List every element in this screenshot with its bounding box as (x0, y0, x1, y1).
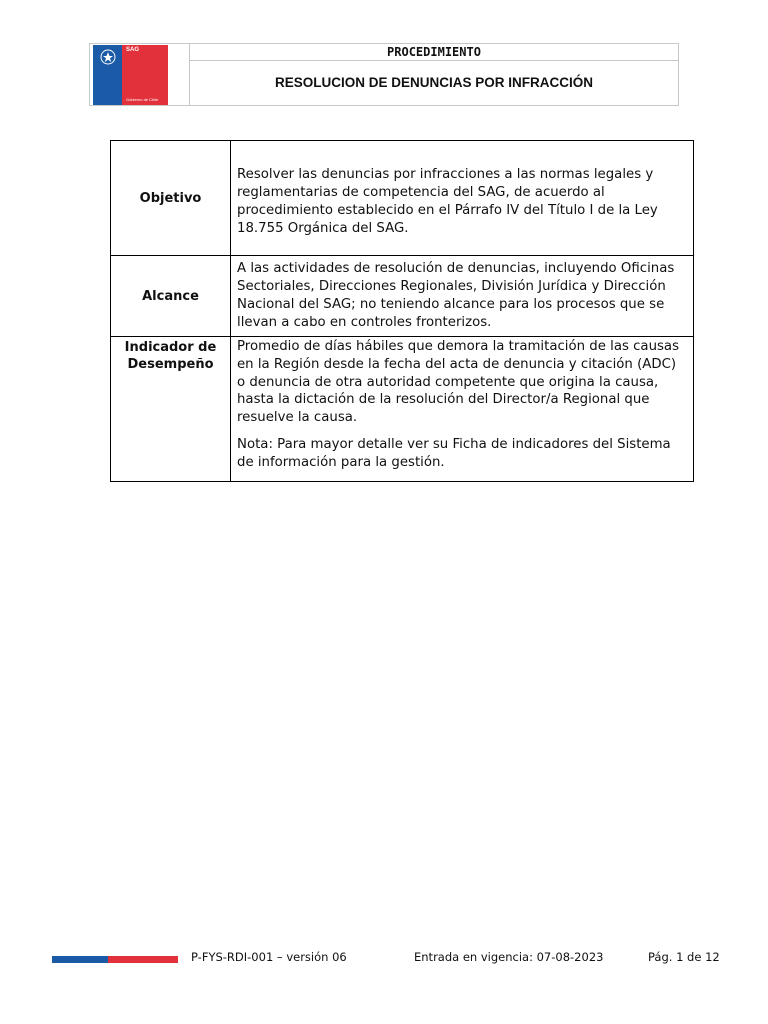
row-text: Promedio de días hábiles que demora la tramitación de las causas en la Región desde la fecha del acta de denuncia y citación (ADC) o denuncia de otra autoridad competente que origina la causa, hasta la dictación de la resolución del Director/a Regional que resuelve la causa. (237, 339, 680, 426)
logo-government: Gobierno de Chile (126, 97, 159, 102)
row-label: Alcance (111, 256, 231, 337)
row-text: Resolver las denuncias por infracciones a las normas legales y reglamentarias de competencia del SAG, de acuerdo al procedimiento establecido en el Párrafo IV del Título I de la Ley 18.755 Orgánica del SAG. (231, 141, 694, 256)
procedure-info-table (110, 140, 694, 482)
footer-color-bar (52, 956, 178, 963)
footer-doc-code: P-FYS-RDI-001 – versión 06 (191, 950, 347, 964)
footer-page-number: Pág. 1 de 12 (648, 950, 720, 964)
table-row-indicador (111, 337, 694, 482)
table-row-alcance (111, 256, 694, 337)
row-text-cell (231, 337, 694, 482)
row-note: Nota: Para mayor detalle ver su Ficha de indicadores del Sistema de información para la gestión. (237, 436, 671, 470)
sag-logo (93, 45, 168, 105)
coat-of-arms-icon (99, 48, 117, 66)
document-header (89, 43, 679, 106)
logo-org-name: SAG (126, 47, 140, 53)
logo-cell (90, 44, 190, 105)
doc-type: PROCEDIMIENTO (190, 44, 678, 61)
row-label: Indicador de Desempeño (111, 337, 231, 482)
table-row-objetivo (111, 141, 694, 256)
row-label: Objetivo (111, 141, 231, 256)
doc-title: RESOLUCION DE DENUNCIAS POR INFRACCIÓN (274, 75, 593, 90)
row-text: A las actividades de resolución de denuncias, incluyendo Oficinas Sectoriales, Direcciones Regionales, División Jurídica y Dirección Nacional del SAG; no teniendo alcance para los procesos que se llevan a cabo en controles fronterizos. (231, 256, 694, 337)
footer-effective-date: Entrada en vigencia: 07-08-2023 (414, 950, 604, 964)
